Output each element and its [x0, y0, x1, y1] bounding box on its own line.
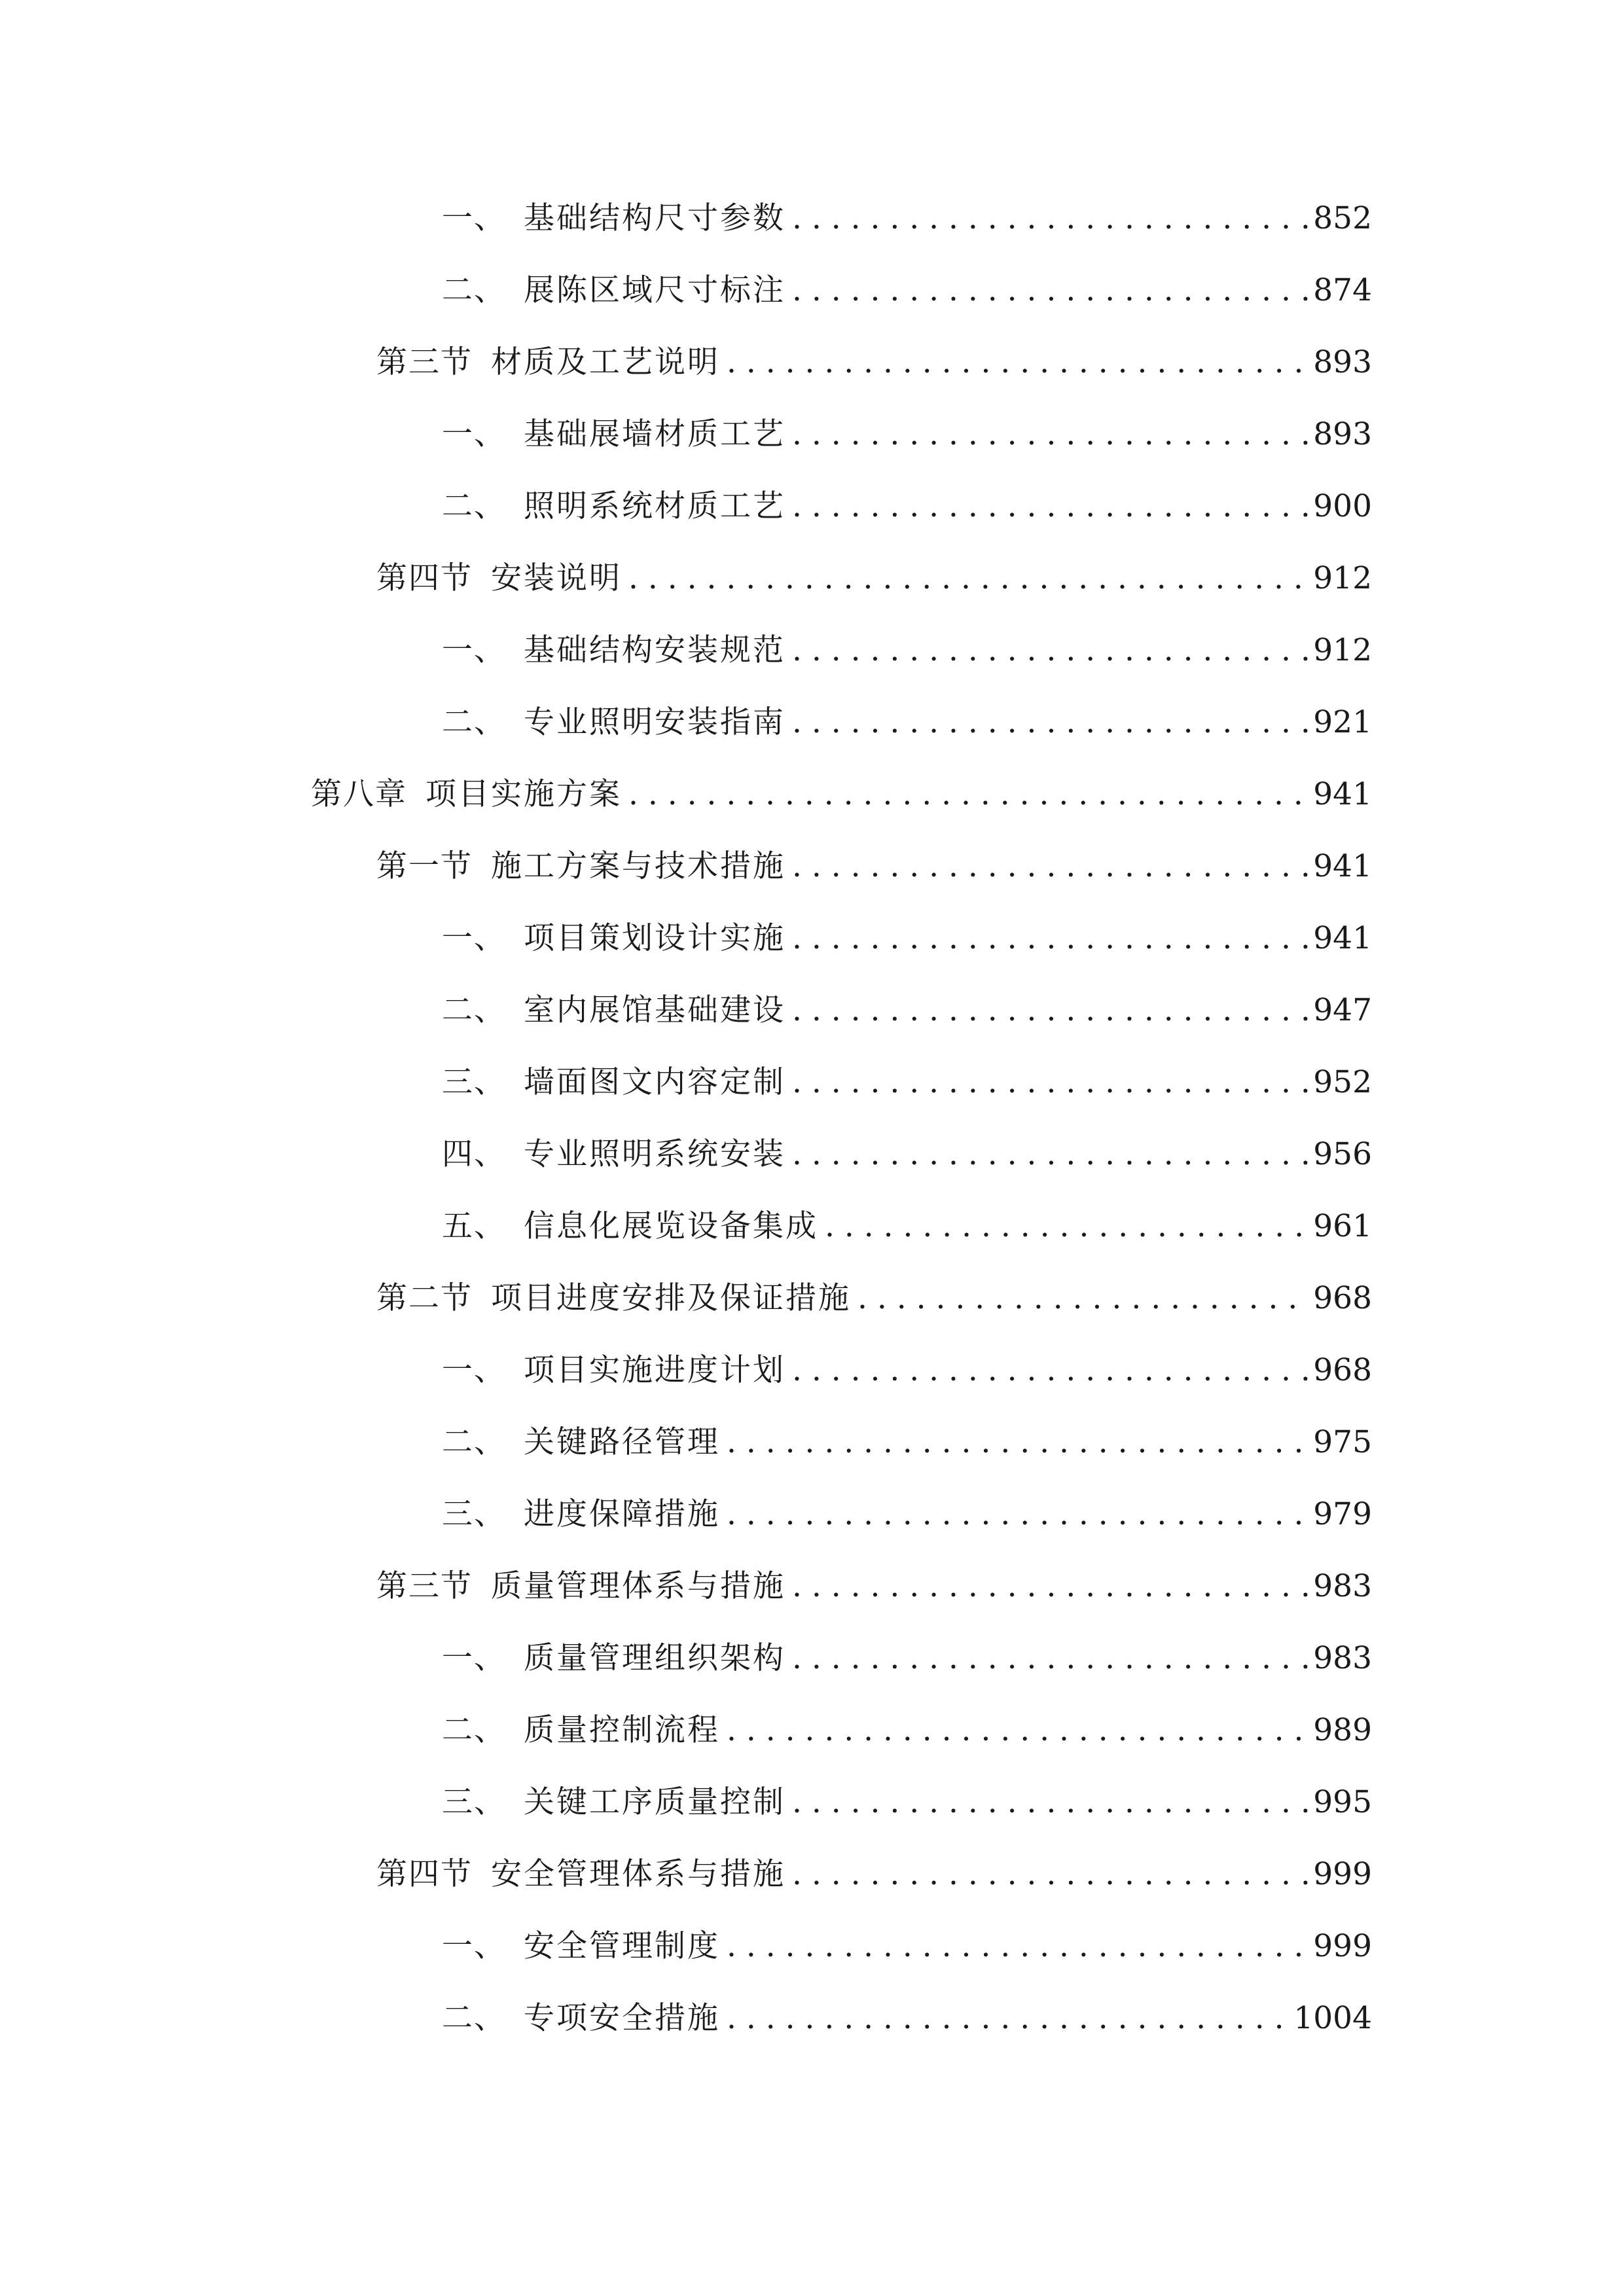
dot-leader [792, 1128, 1308, 1181]
toc-entry-title: 质量管理体系与措施 [491, 1568, 785, 1604]
toc-entry[interactable] [376, 552, 1372, 605]
toc-entry[interactable] [442, 1128, 1372, 1181]
toc-entry-number: 一、 [442, 1352, 506, 1388]
dot-leader [727, 1920, 1308, 1973]
toc-entry-number: 二、 [442, 992, 506, 1028]
dot-leader [792, 912, 1308, 965]
dot-leader [727, 1488, 1308, 1541]
dot-leader [792, 264, 1308, 317]
dot-leader [792, 1344, 1308, 1397]
toc-entry-title: 基础结构安装规范 [524, 632, 785, 668]
toc-entry-title: 项目策划设计实施 [524, 920, 785, 956]
toc-entry-page: 956 [1313, 1136, 1372, 1172]
toc-entry[interactable] [442, 696, 1372, 749]
toc-entry-title: 信息化展览设备集成 [524, 1208, 818, 1244]
toc-entry-title: 专项安全措施 [524, 2000, 720, 2036]
toc-entry-page: 921 [1313, 704, 1372, 740]
toc-entry-number: 二、 [442, 488, 506, 524]
toc-entry[interactable] [442, 1056, 1372, 1109]
toc-entry-number: 二、 [442, 704, 506, 740]
dot-leader [792, 1056, 1308, 1109]
toc-entry-page: 999 [1313, 1928, 1372, 1964]
toc-entry-title: 材质及工艺说明 [491, 344, 720, 380]
toc-entry[interactable] [442, 192, 1372, 245]
dot-leader [727, 1416, 1308, 1469]
toc-entry[interactable] [376, 336, 1372, 389]
toc-entry-number: 一、 [442, 920, 506, 956]
toc-entry-title: 室内展馆基础建设 [524, 992, 785, 1028]
toc-entry-title: 照明系统材质工艺 [524, 488, 785, 524]
toc-entry-number: 五、 [442, 1208, 506, 1244]
toc-entry[interactable] [442, 1920, 1372, 1973]
toc-entry-page: 1004 [1293, 2000, 1372, 2036]
toc-entry[interactable] [311, 768, 1372, 821]
toc-entry-page: 941 [1313, 920, 1372, 956]
toc-entry[interactable] [442, 624, 1372, 677]
toc-entry-page: 989 [1313, 1712, 1372, 1748]
toc-entry-number: 一、 [442, 416, 506, 452]
toc-entry-number: 第二节 [376, 1280, 473, 1316]
toc-entry[interactable] [442, 984, 1372, 1037]
dot-leader [792, 984, 1308, 1037]
toc-entry-number: 第四节 [376, 1856, 473, 1892]
toc-entry-title: 专业照明安装指南 [524, 704, 785, 740]
toc-entry-number: 第三节 [376, 1568, 473, 1604]
toc-entry-page: 983 [1313, 1640, 1372, 1676]
toc-entry-number: 三、 [442, 1784, 506, 1820]
toc-entry-title: 关键路径管理 [524, 1424, 720, 1460]
dot-leader [792, 1848, 1308, 1901]
toc-entry[interactable] [376, 1560, 1372, 1613]
toc-entry-page: 975 [1313, 1424, 1372, 1460]
toc-entry-page: 912 [1313, 632, 1372, 668]
toc-entry[interactable] [442, 912, 1372, 965]
toc-entry[interactable] [442, 1200, 1372, 1253]
dot-leader [727, 1992, 1288, 2045]
toc-entry-page: 968 [1313, 1280, 1372, 1316]
toc-entry-title: 项目实施进度计划 [524, 1352, 785, 1388]
toc-entry-number: 三、 [442, 1496, 506, 1532]
toc-entry-page: 961 [1313, 1208, 1372, 1244]
toc-entry-title: 施工方案与技术措施 [491, 848, 785, 884]
toc-entry-page: 979 [1313, 1496, 1372, 1532]
toc-entry-number: 第八章 [311, 776, 407, 812]
toc-entry-number: 第三节 [376, 344, 473, 380]
toc-entry-number: 第一节 [376, 848, 473, 884]
toc-entry-page: 874 [1313, 272, 1372, 308]
toc-entry-page: 952 [1313, 1064, 1372, 1100]
toc-entry-title: 关键工序质量控制 [524, 1784, 785, 1820]
toc-entry[interactable] [442, 1488, 1372, 1541]
toc-entry[interactable] [442, 1632, 1372, 1685]
toc-entry-title: 质量控制流程 [524, 1712, 720, 1748]
toc-entry-title: 进度保障措施 [524, 1496, 720, 1532]
toc-entry-page: 900 [1313, 488, 1372, 524]
toc-entry-number: 二、 [442, 272, 506, 308]
dot-leader [727, 1704, 1308, 1757]
toc-entry[interactable] [376, 1272, 1372, 1325]
toc-entry-title: 展陈区域尺寸标注 [524, 272, 785, 308]
toc-entry-page: 947 [1313, 992, 1372, 1028]
dot-leader [792, 696, 1308, 749]
toc-entry[interactable] [376, 1848, 1372, 1901]
toc-entry-title: 质量管理组织架构 [524, 1640, 785, 1676]
toc-entry-title: 墙面图文内容定制 [524, 1064, 785, 1100]
toc-entry[interactable] [442, 1992, 1372, 2045]
toc-entry-page: 912 [1313, 560, 1372, 596]
toc-entry-page: 968 [1313, 1352, 1372, 1388]
toc-entry-number: 二、 [442, 1424, 506, 1460]
toc-entry-number: 二、 [442, 1712, 506, 1748]
toc-entry-number: 四、 [442, 1136, 506, 1172]
dot-leader [792, 408, 1308, 461]
toc-entry-page: 941 [1313, 848, 1372, 884]
toc-entry-number: 三、 [442, 1064, 506, 1100]
toc-entry-page: 893 [1313, 344, 1372, 380]
toc-entry-page: 852 [1313, 200, 1372, 236]
toc-entry-page: 995 [1313, 1784, 1372, 1820]
dot-leader [628, 768, 1308, 821]
toc-entry-page: 893 [1313, 416, 1372, 452]
dot-leader [792, 1560, 1308, 1613]
toc-entry-number: 二、 [442, 2000, 506, 2036]
toc-entry-title: 安装说明 [491, 560, 622, 596]
toc-entry[interactable] [442, 408, 1372, 461]
toc-entry-page: 941 [1313, 776, 1372, 812]
toc-entry-title: 安全管理制度 [524, 1928, 720, 1964]
toc-entry[interactable] [442, 1704, 1372, 1757]
dot-leader [628, 552, 1308, 605]
dot-leader [792, 480, 1308, 533]
toc-entry-number: 一、 [442, 200, 506, 236]
toc-entry-title: 安全管理体系与措施 [491, 1856, 785, 1892]
dot-leader [792, 192, 1308, 245]
dot-leader [792, 1632, 1308, 1685]
dot-leader [792, 840, 1308, 893]
toc-entry-title: 专业照明系统安装 [524, 1136, 785, 1172]
toc-entry[interactable] [442, 264, 1372, 317]
toc-entry-page: 999 [1313, 1856, 1372, 1892]
dot-leader [792, 1776, 1308, 1829]
toc-entry[interactable] [442, 1416, 1372, 1469]
toc-entry[interactable] [442, 1344, 1372, 1397]
dot-leader [825, 1200, 1308, 1253]
toc-entry-page: 983 [1313, 1568, 1372, 1604]
toc-entry-number: 第四节 [376, 560, 473, 596]
dot-leader [727, 336, 1308, 389]
toc-entry-title: 项目实施方案 [425, 776, 622, 812]
dot-leader [792, 624, 1308, 677]
toc-entry[interactable] [376, 840, 1372, 893]
toc-entry-title: 项目进度安排及保证措施 [491, 1280, 851, 1316]
dot-leader [857, 1272, 1308, 1325]
toc-entry[interactable] [442, 480, 1372, 533]
toc-entry-title: 基础结构尺寸参数 [524, 200, 785, 236]
toc-entry-number: 一、 [442, 632, 506, 668]
toc-entry-title: 基础展墙材质工艺 [524, 416, 785, 452]
toc-entry-number: 一、 [442, 1928, 506, 1964]
toc-entry-number: 一、 [442, 1640, 506, 1676]
toc-entry[interactable] [442, 1776, 1372, 1829]
